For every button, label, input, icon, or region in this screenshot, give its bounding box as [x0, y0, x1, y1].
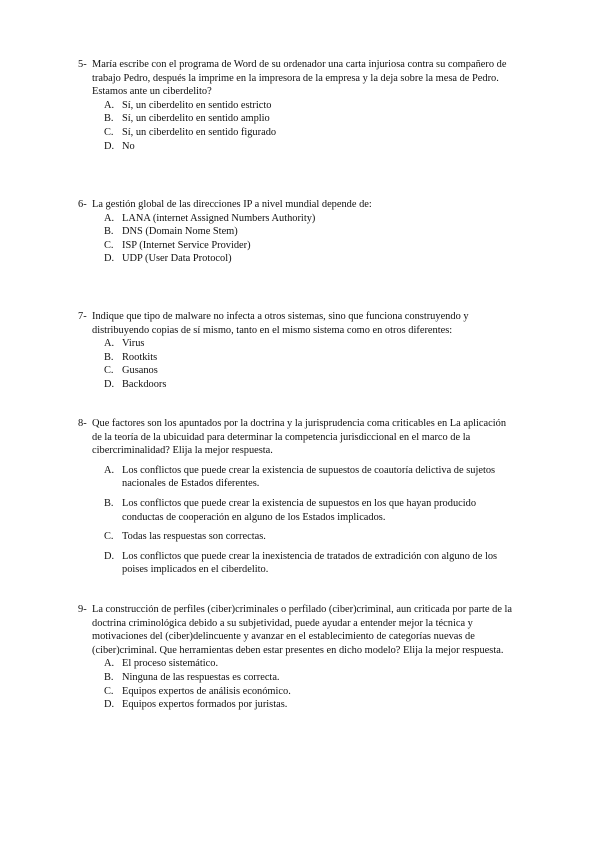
- option-text: DNS (Domain Nome Stem): [122, 226, 238, 238]
- option-letter: C.: [104, 239, 114, 251]
- option-letter: C.: [104, 126, 114, 138]
- answer-option-d: [78, 698, 518, 712]
- answer-option-a: [78, 464, 518, 491]
- answer-options: [78, 657, 518, 711]
- option-letter: C.: [104, 531, 114, 543]
- answer-option-d: [78, 252, 518, 266]
- question-text: La gestión global de las direcciones IP a nivel mundial depende de:: [92, 199, 372, 210]
- answer-option-a: [78, 337, 518, 351]
- option-letter: B.: [104, 497, 114, 509]
- option-text: Gusanos: [122, 365, 158, 377]
- option-letter: D.: [104, 140, 115, 152]
- option-text: Sí, un ciberdelito en sentido estricto: [122, 99, 272, 111]
- question-stem: [78, 310, 518, 337]
- question-9: [78, 603, 518, 712]
- question-stem: [78, 417, 518, 458]
- option-text: Equipos expertos formados por juristas.: [122, 699, 288, 711]
- option-text: UDP (User Data Protocol): [122, 253, 232, 265]
- option-letter: A.: [104, 212, 115, 224]
- option-letter: A.: [104, 338, 115, 350]
- answer-option-b: [78, 351, 518, 365]
- question-text: Indique que tipo de malware no infecta a otros sistemas, sino que funciona construyendo y distribuyendo copias de sí mismo, tanto en el mismo sistema como en otros diferentes:: [92, 311, 469, 336]
- option-letter: D.: [104, 699, 115, 711]
- question-text: Que factores son los apuntados por la doctrina y la jurisprudencia coma criticables en La aplicación de la teoría de la ubicuidad para determinar la competencia jurisdiccional en el marco de la cibercriminalidad? Elija la mejor respuesta.: [92, 418, 507, 457]
- option-letter: C.: [104, 685, 114, 697]
- question-number: 5-: [78, 59, 87, 70]
- option-text: Rootkits: [122, 351, 158, 363]
- option-letter: C.: [104, 365, 114, 377]
- question-stem: [78, 198, 518, 212]
- question-number: 9-: [78, 604, 87, 615]
- question-stem: [78, 603, 518, 657]
- answer-option-d: [78, 550, 518, 577]
- answer-option-c: [78, 685, 518, 699]
- option-text: No: [122, 140, 135, 152]
- option-letter: A.: [104, 99, 115, 111]
- question-number: 6-: [78, 199, 87, 210]
- option-letter: B.: [104, 671, 114, 683]
- answer-option-b: [78, 497, 518, 524]
- answer-option-a: [78, 99, 518, 113]
- option-text: Virus: [122, 338, 145, 350]
- answer-option-b: [78, 112, 518, 126]
- option-text: LANA (internet Assigned Numbers Authority): [122, 212, 316, 224]
- question-5: [78, 58, 518, 153]
- answer-options: [78, 99, 518, 153]
- option-text: ISP (Internet Service Provider): [122, 239, 251, 251]
- option-letter: B.: [104, 351, 114, 363]
- answer-option-d: [78, 140, 518, 154]
- option-letter: A.: [104, 658, 115, 670]
- option-letter: B.: [104, 113, 114, 125]
- question-text: La construcción de perfiles (ciber)criminales o perfilado (ciber)criminal, aun criticada por parte de la doctrina criminológica debido a su subjetividad, puede ayudar a entender mejor la técnica y motivaciones del (ciber)delincuente y avanzar en el establecimiento de categorías nuevas de (ciber)criminal. Que herramientas deben estar presentes en dicho modelo? Elija la mejor respuesta.: [92, 604, 513, 656]
- answer-option-c: [78, 126, 518, 140]
- question-7: [78, 310, 518, 392]
- option-letter: A.: [104, 464, 115, 476]
- answer-option-c: [78, 239, 518, 253]
- answer-option-b: [78, 671, 518, 685]
- answer-option-c: [78, 364, 518, 378]
- option-text: El proceso sistemático.: [122, 658, 219, 670]
- option-letter: D.: [104, 253, 115, 265]
- option-text: Los conflictos que puede crear la existencia de supuestos de coautoría delictiva de sujetos nacionales de Estados diferentes.: [122, 464, 496, 490]
- question-text: María escribe con el programa de Word de su ordenador una carta injuriosa contra su compañero de trabajo Pedro, después la imprime en la impresora de la empresa y la deja sobre la mesa de Pedro. Estamos ante un ciberdelito?: [92, 59, 507, 98]
- answer-option-a: [78, 212, 518, 226]
- option-text: Backdoors: [122, 378, 167, 390]
- option-letter: D.: [104, 378, 115, 390]
- question-8: [78, 417, 518, 577]
- answer-options: [78, 464, 518, 577]
- answer-options: [78, 337, 518, 391]
- option-text: Sí, un ciberdelito en sentido amplio: [122, 113, 270, 125]
- answer-option-c: [78, 530, 518, 544]
- answer-option-a: [78, 657, 518, 671]
- option-text: Todas las respuestas son correctas.: [122, 531, 266, 543]
- option-text: Ninguna de las respuestas es correcta.: [122, 671, 280, 683]
- question-number: 7-: [78, 311, 87, 322]
- option-text: Sí, un ciberdelito en sentido figurado: [122, 126, 277, 138]
- answer-option-d: [78, 378, 518, 392]
- option-letter: B.: [104, 226, 114, 238]
- answer-option-b: [78, 225, 518, 239]
- question-stem: [78, 58, 518, 99]
- option-text: Los conflictos que puede crear la inexistencia de tratados de extradición con alguno de los poises implicados en el ciberdelito.: [122, 550, 498, 576]
- answer-options: [78, 212, 518, 266]
- option-letter: D.: [104, 550, 115, 562]
- question-6: [78, 198, 518, 266]
- option-text: Equipos expertos de análisis económico.: [122, 685, 291, 697]
- question-number: 8-: [78, 418, 87, 429]
- option-text: Los conflictos que puede crear la existencia de supuestos en los que hayan producido conductas de cooperación en alguno de los Estados implicados.: [122, 497, 477, 523]
